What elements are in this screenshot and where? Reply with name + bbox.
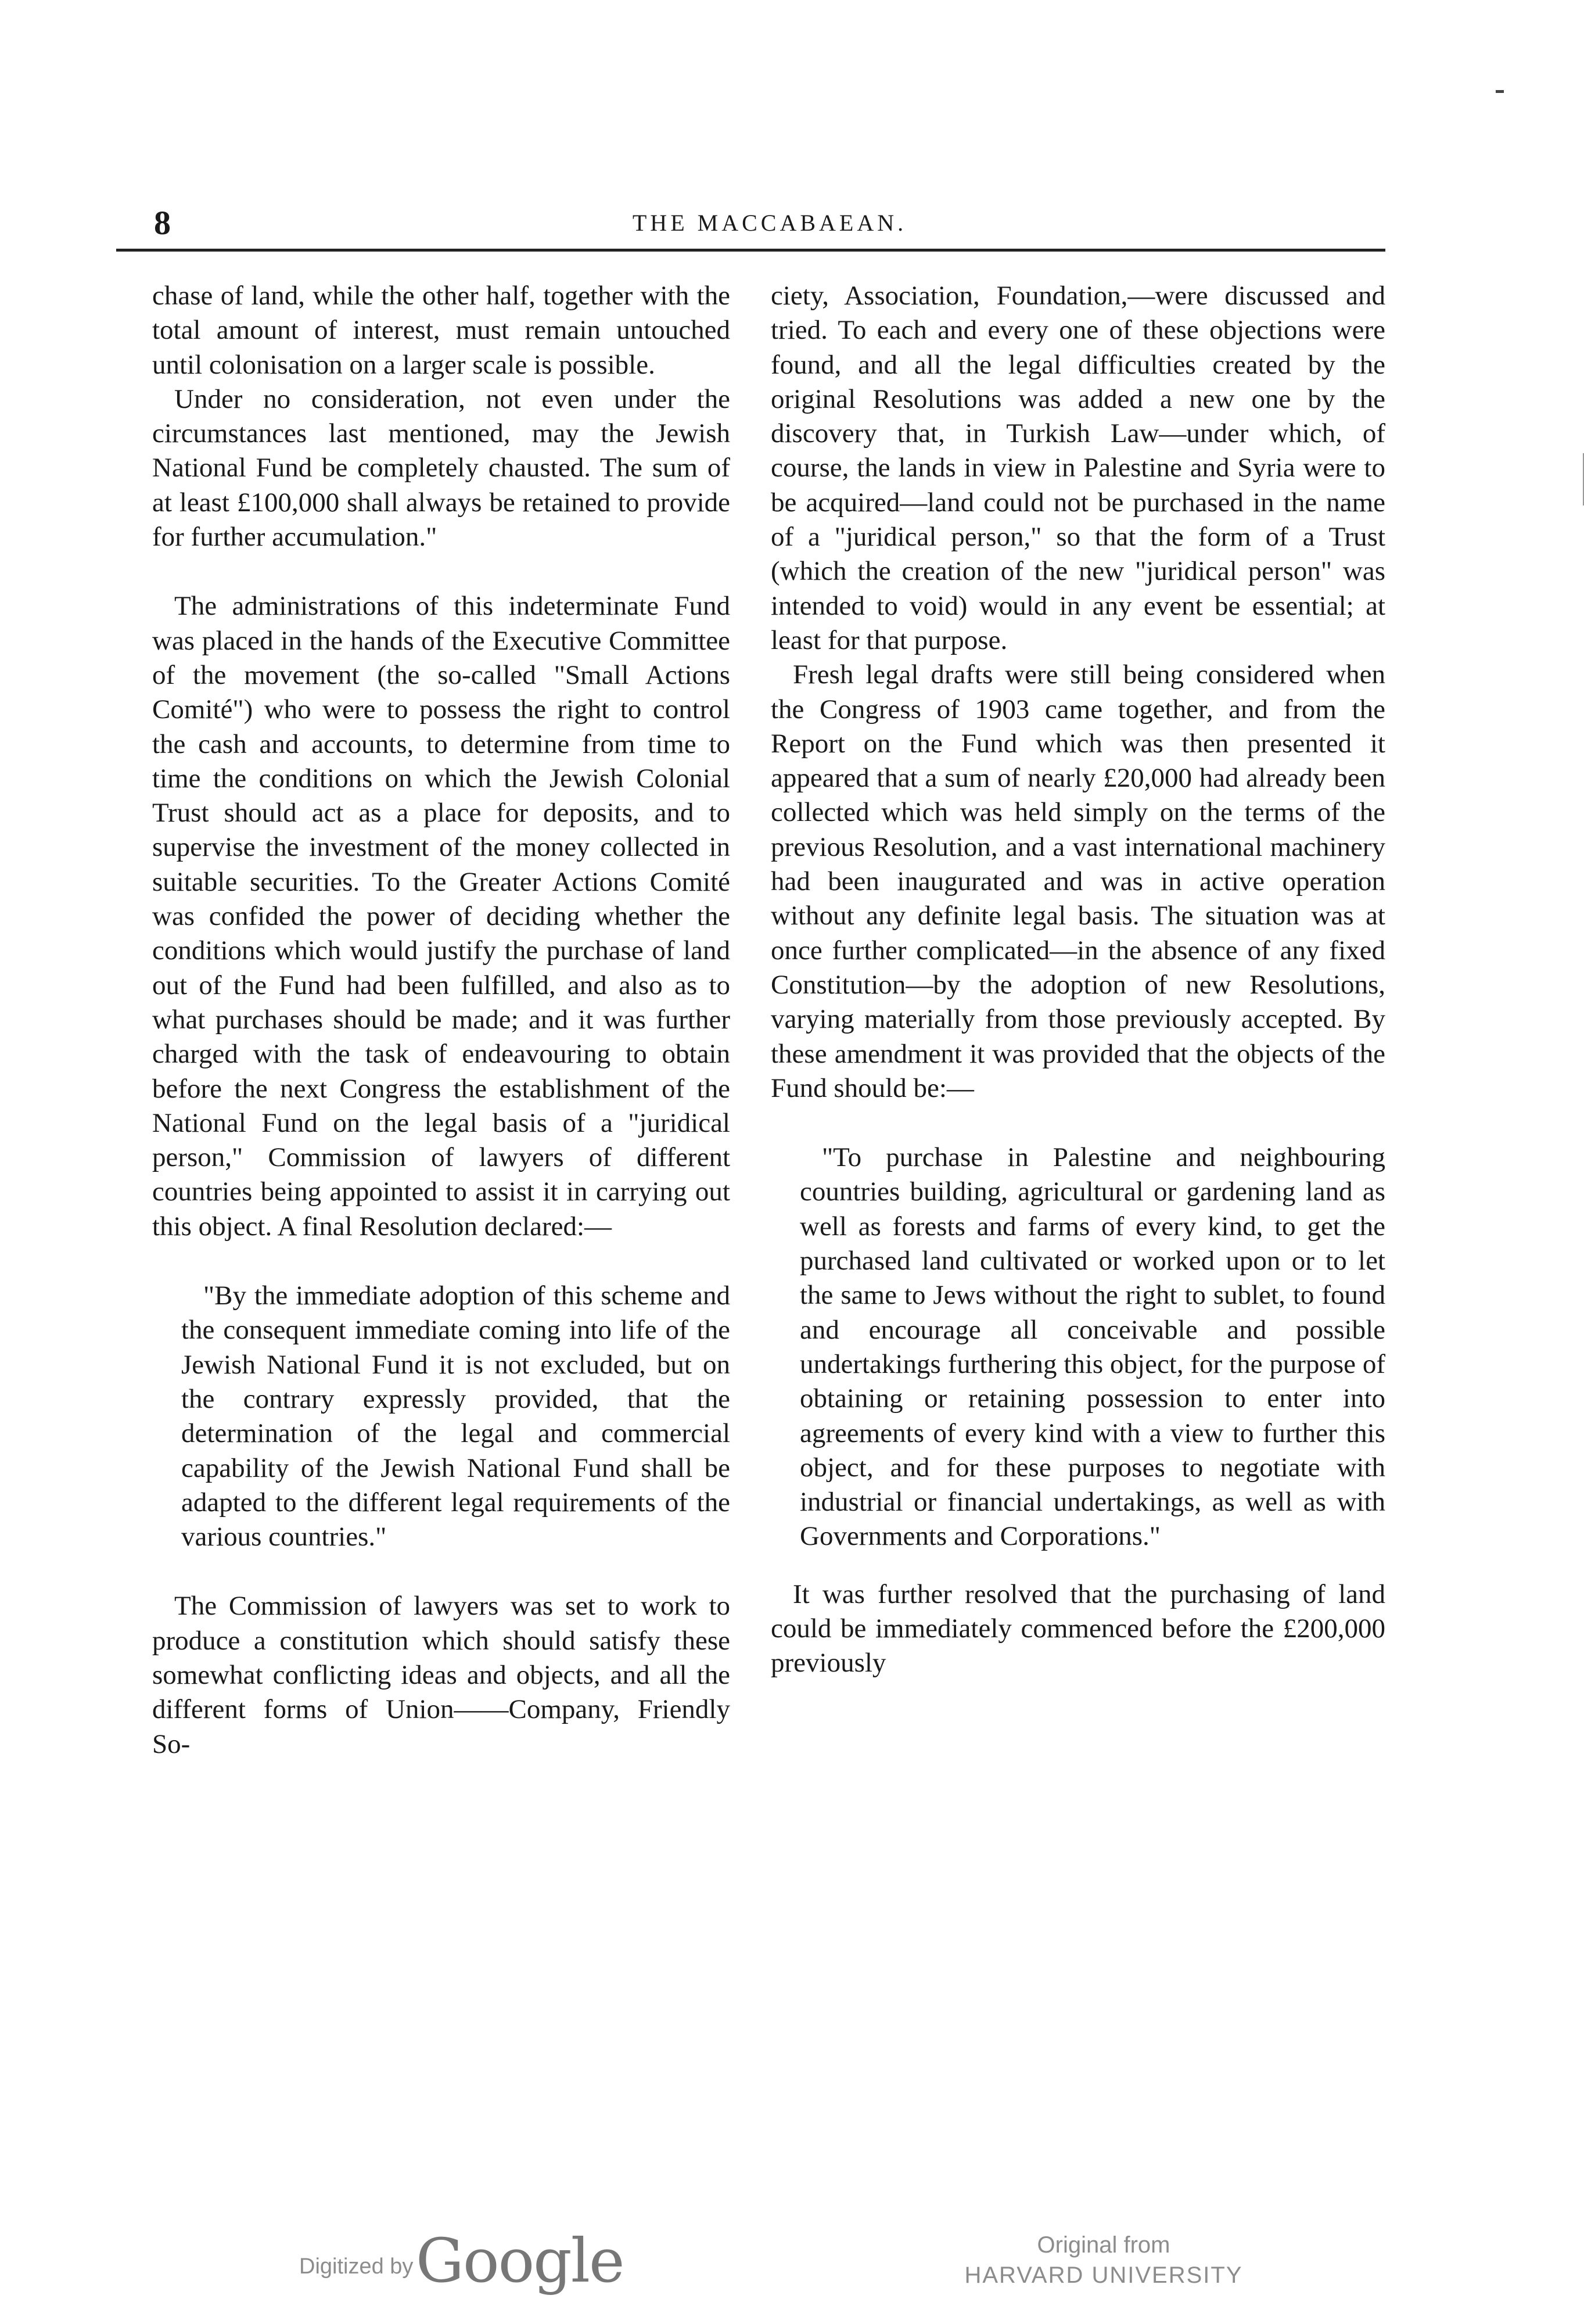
left-column	[152, 279, 730, 1762]
right-block-quote	[771, 1141, 1385, 1554]
header-rule-left	[116, 249, 828, 252]
left-block-quote	[152, 1279, 730, 1554]
page-number: 8	[154, 204, 171, 242]
right-paragraph-1: ciety, Association, Foundation,—were discussed and tried. To each and every one of these objections were found, and all the legal difficulties created by the original Resolutions was added a new one by the discovery that, in Turkish Law—under which, of course, the lands in view in Palestine and Syria were to be acquired—land could not be purchased in the name of a "juridical person," so that the form of a Trust (which the creation of the new "juridical person" was intended to void) would in any event be essential; at least for that purpose.	[771, 281, 1385, 655]
google-logo: Google	[415, 2225, 624, 2296]
digitized-by-watermark	[299, 2225, 624, 2296]
institution-name: HARVARD UNIVERSITY	[964, 2262, 1243, 2288]
right-column	[771, 279, 1385, 1681]
left-paragraph-3: The administrations of this indeterminate Fund was placed in the hands of the Executive Committee of the movement (the so-called "Small Actions Comité") who were to possess the right to control the cash and accounts, to determine from time to time the conditions on which the Jewish Colonial Trust should act as a place for deposits, and to supervise the investment of the money collected in suitable securities. To the Greater Actions Comité was confided the power of deciding whether the conditions which would justify the purchase of land out of the Fund had been fulfilled, and also as to what purchases should be made; and it was further charged with the task of endeavouring to obtain before the next Congress the establishment of the National Fund on the legal basis of a "juridical person," Commission of lawyers of different countries being appointed to assist it in carrying out this object. A final Resolution declared:—	[152, 591, 730, 1242]
header-rule-right	[770, 249, 1385, 252]
journal-title: THE MACCABAEAN.	[632, 210, 907, 236]
running-head	[154, 203, 1385, 244]
left-paragraph-4: The Commission of lawyers was set to work to produce a constitution which should satisfy these somewhat conflicting ideas and objects, and all the different forms of Union——Company, Friendly So-	[152, 1591, 730, 1759]
left-quote-text: "By the immediate adoption of this scheme and the consequent immediate coming into life of the Jewish National Fund it is not excluded, but on the contrary expressly provided, that the determination of the legal and commercial capability of the Jewish National Fund shall be adapted to the different legal requirements of the various countries."	[181, 1281, 730, 1552]
digitized-by-label: Digitized by	[299, 2254, 414, 2279]
original-from-watermark	[958, 2230, 1249, 2290]
right-quote-text: "To purchase in Palestine and neighbouring countries building, agricultural or gardening land as well as forests and farms of every kind, to get the purchased land cultivated or worked upon or to let the same to Jews without the right to sublet, to found and encourage all conceivable and possible undertakings furthering this object, for the purpose of obtaining or retaining possession to enter into agreements of every kind with a view to further this object, and for these purposes to negotiate with industrial or financial undertakings, as well as with Governments and Corporations."	[800, 1142, 1385, 1552]
right-paragraph-3: It was further resolved that the purchasing of land could be immediately commenced before the £200,000 previously	[771, 1579, 1385, 1679]
original-from-label: Original from	[1037, 2232, 1170, 2258]
right-paragraph-2: Fresh legal drafts were still being considered when the Congress of 1903 came together, and from the Report on the Fund which was then presented it appeared that a sum of nearly £20,000 had already been collected which was held simply on the terms of the previous Resolution, and a vast international machinery had been inaugurated and was in active operation without any definite legal basis. The situation was at once further complicated—in the absence of any fixed Constitution—by the adoption of new Resolutions, varying materially from those previously accepted. By these amendment it was provided that the objects of the Fund should be:—	[771, 659, 1385, 1103]
left-paragraph-2: Under no consideration, not even under the circumstances last mentioned, may the Jewish National Fund be completely chausted. The sum of at least £100,000 shall always be retained to provide for further accumulation."	[152, 383, 730, 553]
left-paragraph-1: chase of land, while the other half, together with the total amount of interest, must remain untouched until colonisation on a larger scale is possible.	[152, 281, 730, 380]
scan-speck	[1496, 90, 1504, 93]
